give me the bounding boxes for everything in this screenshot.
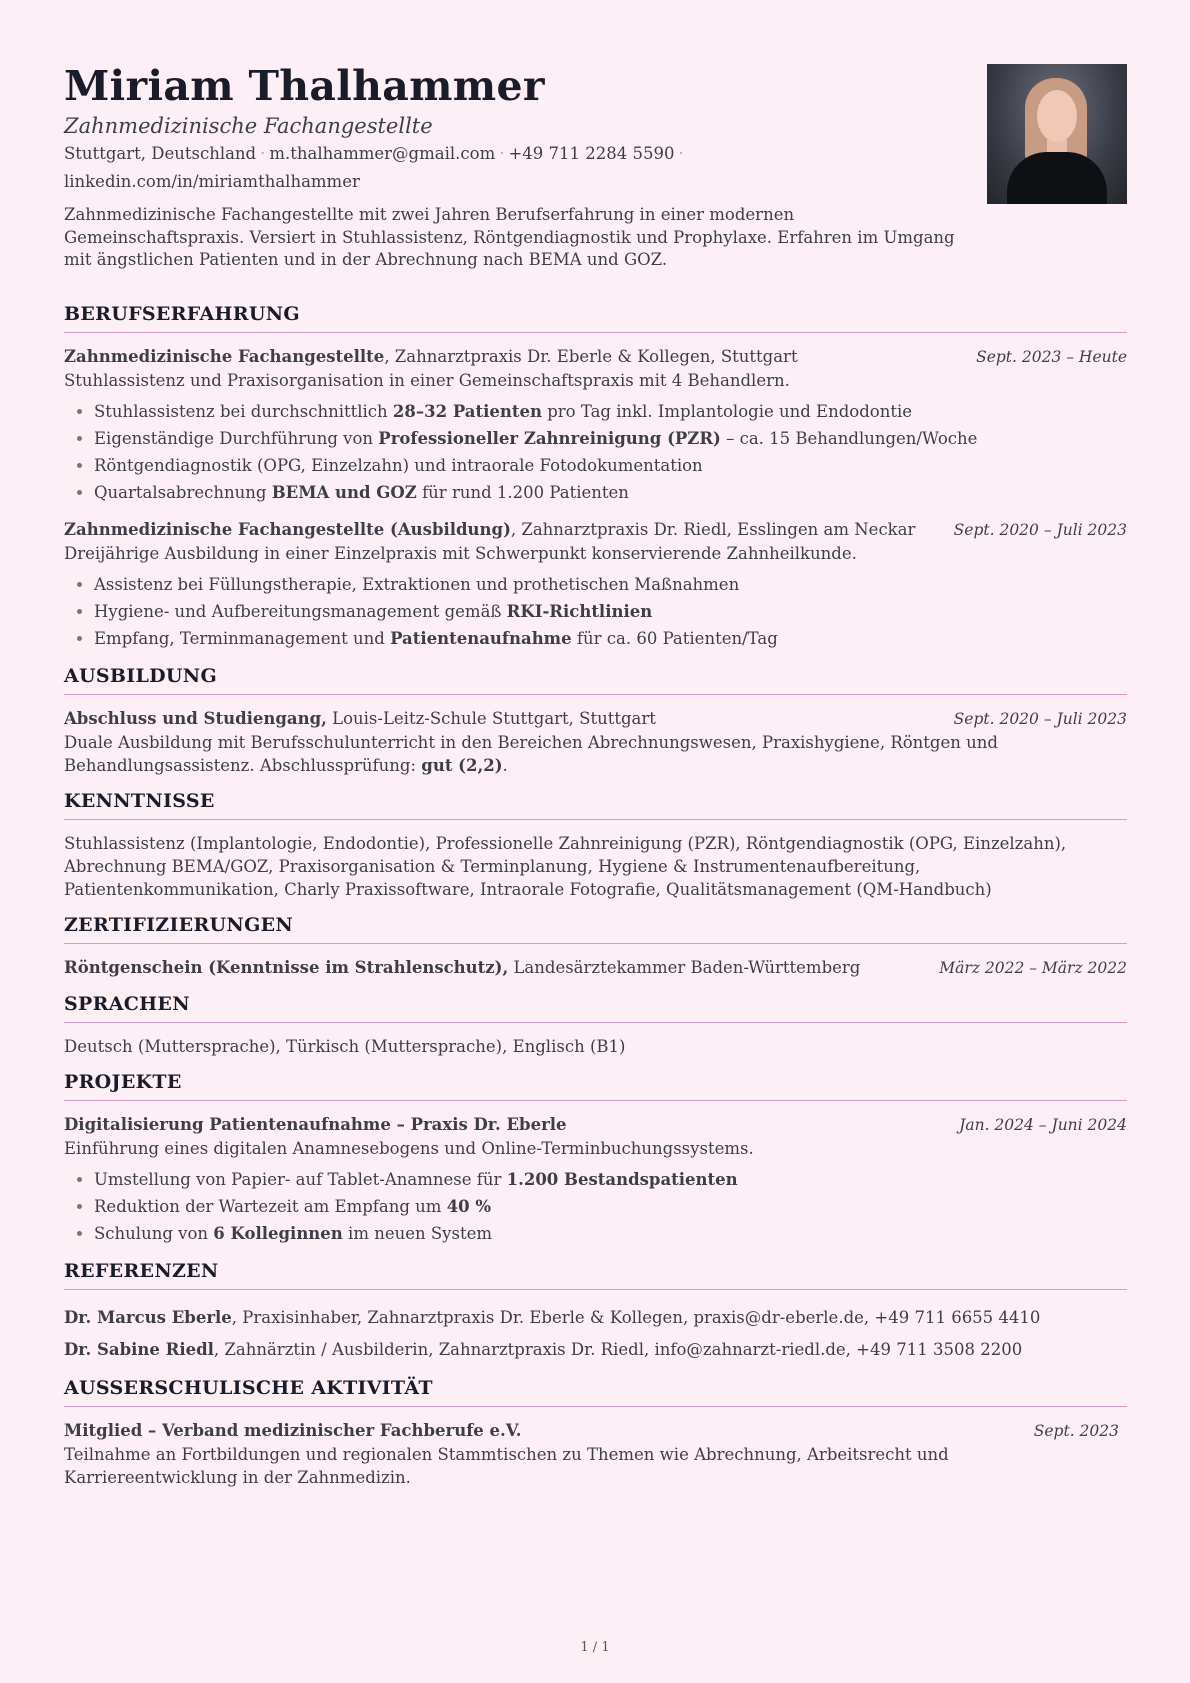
- section-title: PROJEKTE: [64, 1070, 1127, 1101]
- bullet-item: • Umstellung von Papier- auf Tablet-Anamnese für 1.200 Bestandspatienten: [94, 1166, 1127, 1193]
- location: Stuttgart, Deutschland: [64, 144, 257, 163]
- linkedin-link[interactable]: linkedin.com/in/miriamthalhammer: [64, 172, 360, 191]
- reference-item: Dr. Marcus Eberle, Praxisinhaber, Zahnarztpraxis Dr. Eberle & Kollegen, praxis@dr-eberle.de, +49 711 6655 4410: [64, 1308, 1041, 1327]
- activity-name: Mitglied – Verband medizinischer Fachberufe e.V.: [64, 1421, 522, 1440]
- activity-description: Teilnahme an Fortbildungen und regionalen Stammtischen zu Themen wie Abrechnung, Arbeitsrecht und Karriereentwicklung in der Zahnmedizin.: [64, 1445, 949, 1487]
- job-title: Zahnmedizinische Fachangestellte: [64, 347, 385, 366]
- references-section: [64, 1259, 1127, 1366]
- job-title: Zahnmedizinische Fachangestellte (Ausbildung): [64, 520, 511, 539]
- project-date: Jan. 2024 – Juni 2024: [959, 1116, 1127, 1134]
- bullet-item: • Assistenz bei Füllungstherapie, Extraktionen und prothetischen Maßnahmen: [94, 571, 1127, 598]
- certification-entry: [64, 956, 1127, 980]
- experience-section: [64, 302, 1127, 652]
- page-number: 1 / 1: [580, 1640, 610, 1655]
- job-bullets: [64, 571, 1127, 652]
- certification-date: März 2022 – März 2022: [939, 959, 1127, 977]
- candidate-role: Zahnmedizinische Fachangestellte: [64, 114, 433, 138]
- section-title: KENNTNISSE: [64, 789, 1127, 820]
- activity-entry: [64, 1419, 1127, 1489]
- job-description: Dreijährige Ausbildung in einer Einzelpraxis mit Schwerpunkt konservierende Zahnheilkunde.: [64, 544, 857, 563]
- profile-summary: Zahnmedizinische Fachangestellte mit zwei Jahren Berufserfahrung in einer modernen Gemeinschaftspraxis. Versiert in Stuhlassistenz, Röntgendiagnostik und Prophylaxe. Erfahren im Umgang mit ängstlichen Patienten und in der Abrechnung nach BEMA und GOZ.: [64, 205, 955, 269]
- bullet-item: • Stuhlassistenz bei durchschnittlich 28–32 Patienten pro Tag inkl. Implantologie und Endodontie: [94, 398, 1127, 425]
- contact-line: [64, 140, 984, 168]
- job-description: Stuhlassistenz und Praxisorganisation in einer Gemeinschaftspraxis mit 4 Behandlern.: [64, 371, 790, 390]
- profile-photo: [987, 64, 1127, 204]
- certification-name: Röntgenschein (Kenntnisse im Strahlenschutz),: [64, 958, 509, 977]
- section-title: SPRACHEN: [64, 992, 1127, 1023]
- job-employer: , Zahnarztpraxis Dr. Eberle & Kollegen, Stuttgart: [384, 347, 798, 366]
- section-title: AUSBILDUNG: [64, 664, 1127, 695]
- project-name: Digitalisierung Patientenaufnahme – Praxis Dr. Eberle: [64, 1115, 567, 1134]
- resume-header: [64, 60, 984, 272]
- experience-entry: [64, 345, 1127, 506]
- education-date: Sept. 2020 – Juli 2023: [953, 710, 1127, 728]
- projects-section: [64, 1070, 1127, 1247]
- bullet-item: • Schulung von 6 Kolleginnen im neuen System: [94, 1220, 1127, 1247]
- job-date: Sept. 2020 – Juli 2023: [953, 521, 1127, 539]
- skills-section: [64, 789, 1127, 901]
- languages-section: [64, 992, 1127, 1058]
- certifications-section: [64, 913, 1127, 980]
- candidate-name: Miriam Thalhammer: [64, 62, 545, 110]
- activity-date: Sept. 2023: [1033, 1422, 1119, 1440]
- section-title: ZERTIFIZIERUNGEN: [64, 913, 1127, 944]
- education-section: [64, 664, 1127, 777]
- job-bullets: [64, 398, 1127, 506]
- languages-text: Deutsch (Muttersprache), Türkisch (Muttersprache), Englisch (B1): [64, 1037, 626, 1056]
- job-date: Sept. 2023 – Heute: [976, 348, 1127, 366]
- section-title: REFERENZEN: [64, 1259, 1127, 1290]
- resume-content: [64, 302, 1127, 1501]
- bullet-item: • Empfang, Terminmanagement und Patientenaufnahme für ca. 60 Patienten/Tag: [94, 625, 1127, 652]
- job-employer: , Zahnarztpraxis Dr. Riedl, Esslingen am Neckar: [510, 520, 916, 539]
- skills-text: Stuhlassistenz (Implantologie, Endodontie), Professionelle Zahnreinigung (PZR), Röntgendiagnostik (OPG, Einzelzahn), Abrechnung BEMA/GOZ, Praxisorganisation & Terminplanung, Hygiene & Instrumentenaufbereitung, Patientenkommunikation, Charly Praxissoftware, Intraorale Fotografie, Qualitätsmanagement (QM-Handbuch): [64, 834, 1067, 899]
- reference-item: Dr. Sabine Riedl, Zahnärztin / Ausbilderin, Zahnarztpraxis Dr. Riedl, info@zahnarzt-riedl.de, +49 711 3508 2200: [64, 1340, 1023, 1359]
- education-description: Duale Ausbildung mit Berufsschulunterricht in den Bereichen Abrechnungswesen, Praxishygiene, Röntgen und Behandlungsassistenz. Abschlussprüfung: gut (2,2).: [64, 733, 998, 775]
- section-title: BERUFSERFAHRUNG: [64, 302, 1127, 333]
- project-entry: [64, 1113, 1127, 1247]
- separator: ·: [678, 144, 684, 163]
- separator: ·: [499, 144, 505, 163]
- bullet-item: • Röntgendiagnostik (OPG, Einzelzahn) und intraorale Fotodokumentation: [94, 452, 1127, 479]
- separator: ·: [260, 144, 266, 163]
- bullet-item: • Eigenständige Durchführung von Professioneller Zahnreinigung (PZR) – ca. 15 Behandlungen/Woche: [94, 425, 1127, 452]
- email-link[interactable]: m.thalhammer@gmail.com: [269, 144, 496, 163]
- phone: +49 711 2284 5590: [508, 144, 675, 163]
- bullet-item: • Quartalsabrechnung BEMA und GOZ für rund 1.200 Patienten: [94, 479, 1127, 506]
- degree: Abschluss und Studiengang,: [64, 709, 327, 728]
- project-bullets: [64, 1166, 1127, 1247]
- bullet-item: • Hygiene- und Aufbereitungsmanagement gemäß RKI-Richtlinien: [94, 598, 1127, 625]
- experience-entry: [64, 518, 1127, 652]
- activities-section: [64, 1376, 1127, 1489]
- project-description: Einführung eines digitalen Anamnesebogens und Online-Terminbuchungssystems.: [64, 1139, 754, 1158]
- school: Louis-Leitz-Schule Stuttgart, Stuttgart: [326, 709, 656, 728]
- bullet-item: • Reduktion der Wartezeit am Empfang um 40 %: [94, 1193, 1127, 1220]
- section-title: AUSSERSCHULISCHE AKTIVITÄT: [64, 1376, 1127, 1407]
- certification-issuer: Landesärztekammer Baden-Württemberg: [508, 958, 861, 977]
- education-entry: [64, 707, 1127, 777]
